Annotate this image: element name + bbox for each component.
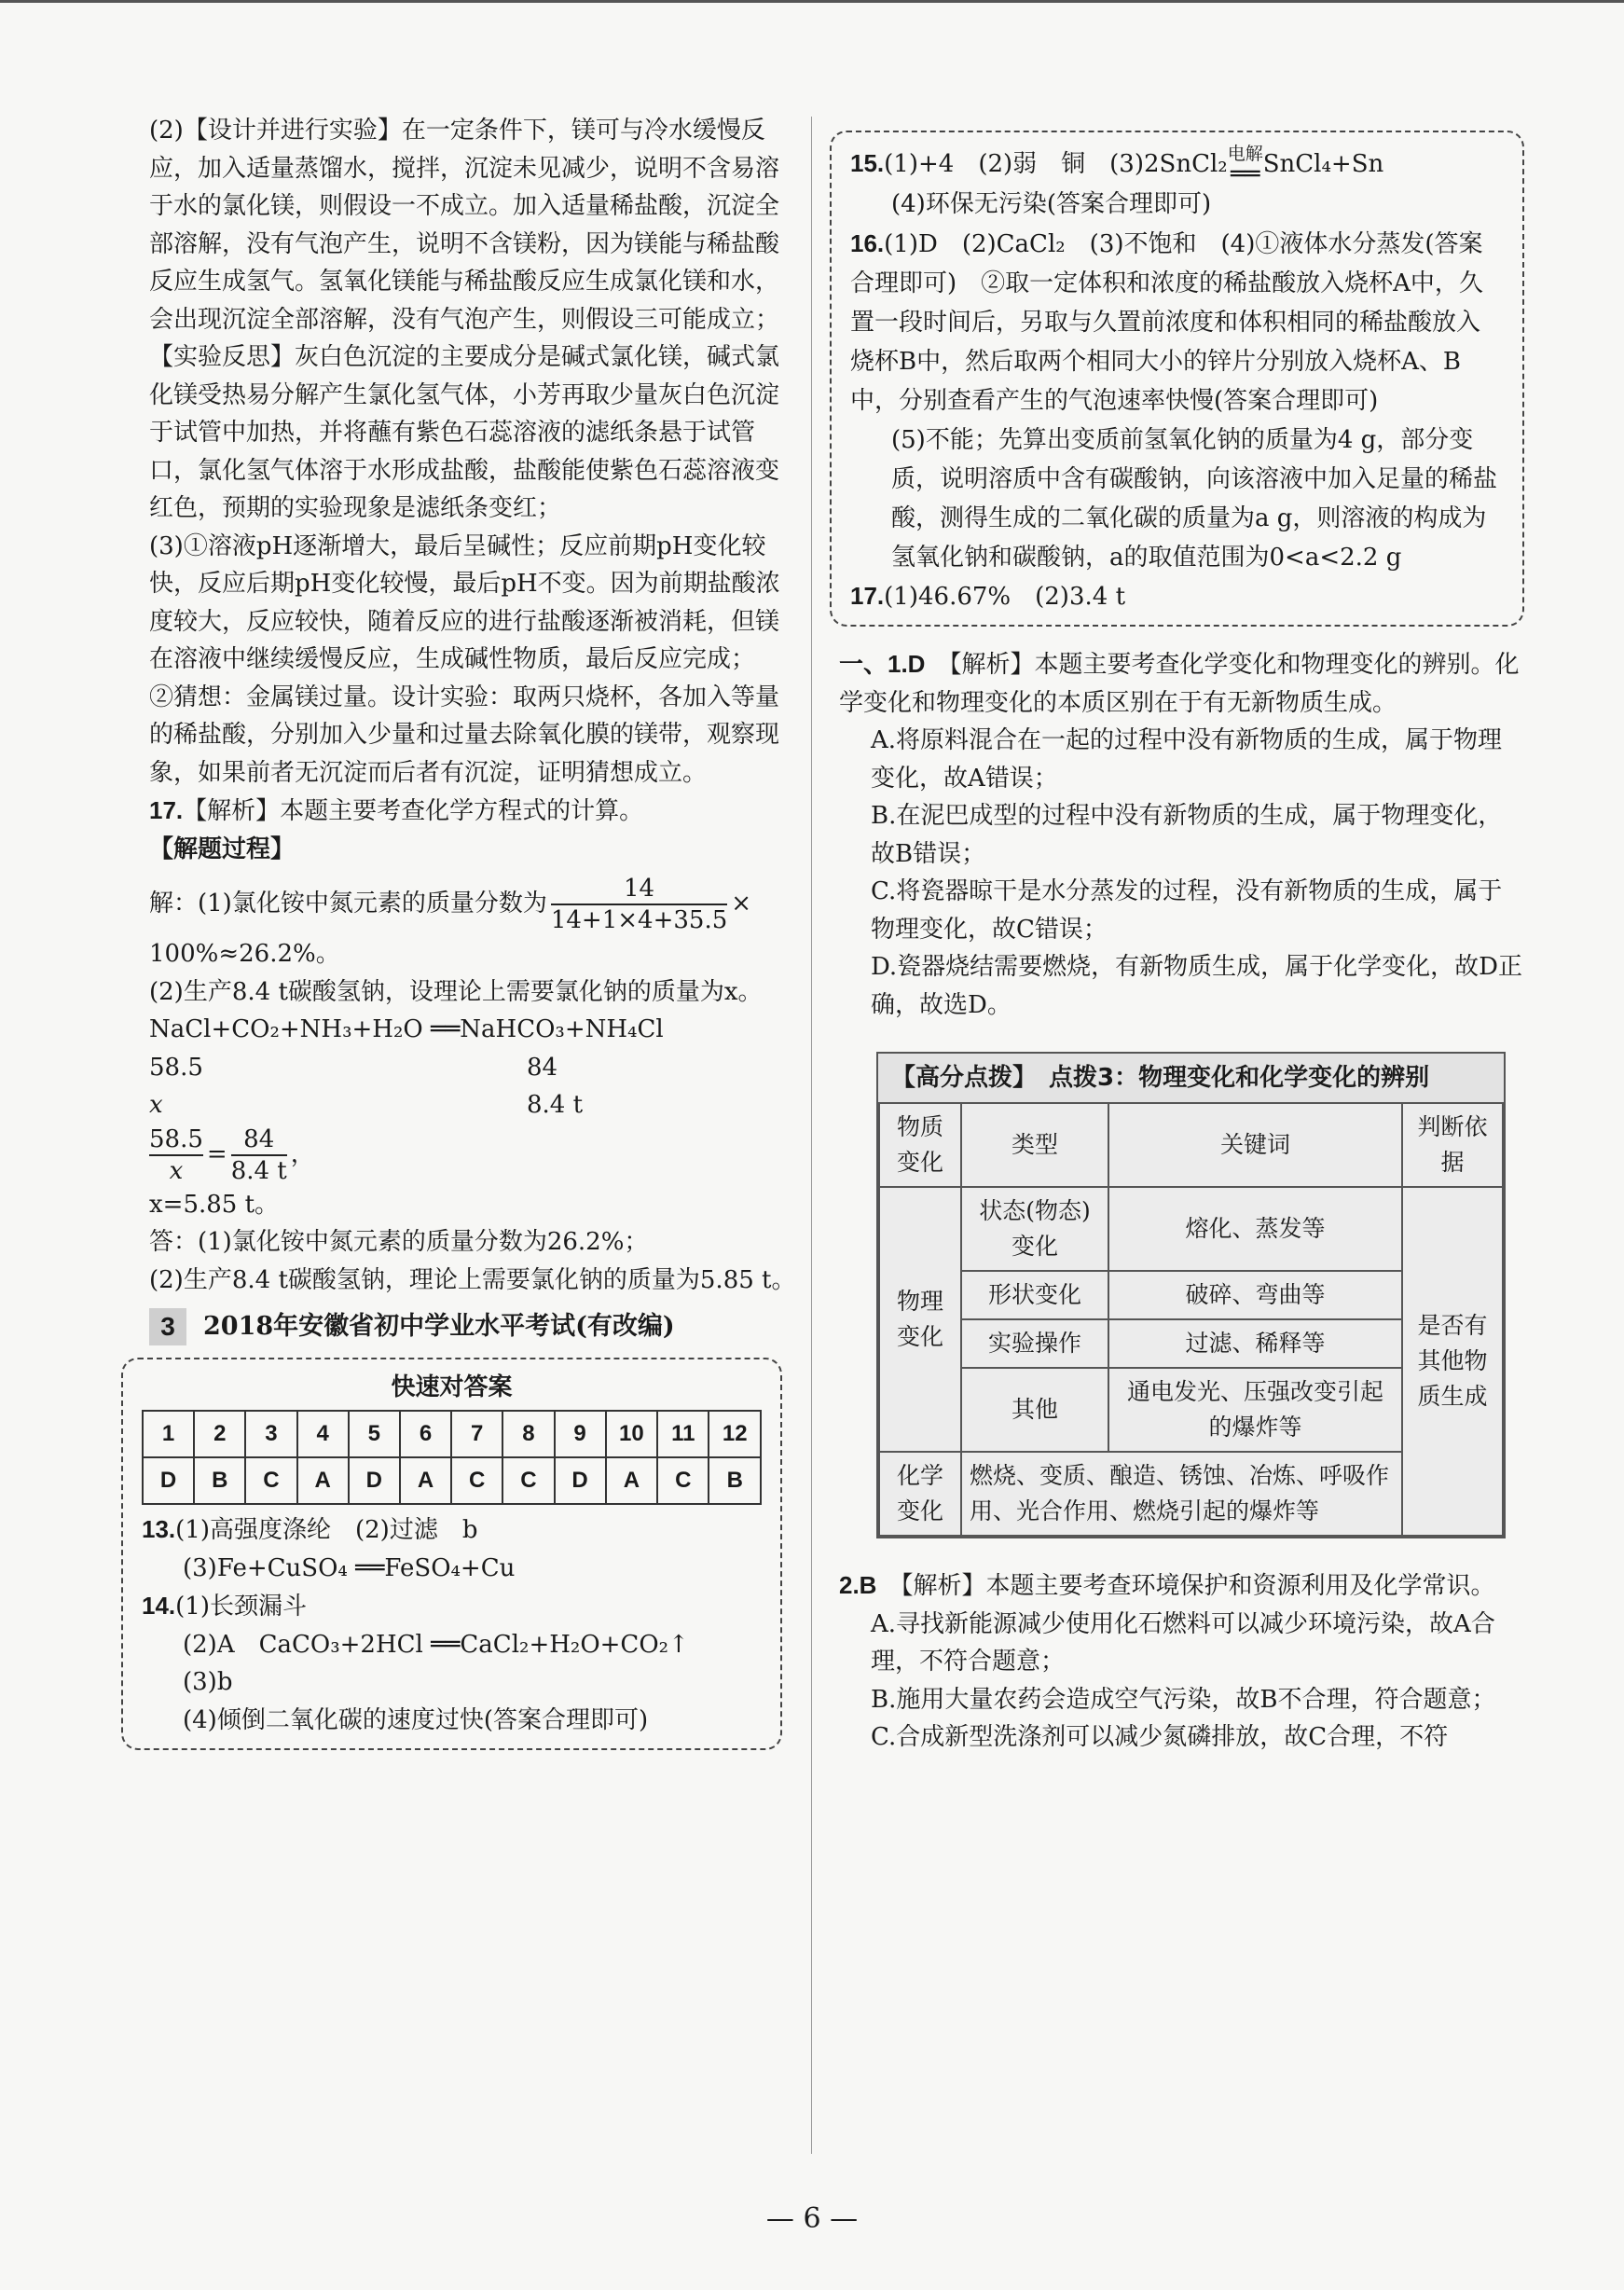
- quick-answer-title: 快速对答案: [391, 1373, 513, 1401]
- section-number: 3: [149, 1308, 186, 1345]
- solution-line-1b: 100%≈26.2%。: [149, 940, 340, 968]
- top-border: [0, 0, 1624, 3]
- answer-cell: C: [451, 1457, 502, 1504]
- q17-right: 17.(1)46.67% (2)3.4 t: [850, 581, 1126, 611]
- q14-4: (4)倾倒二氧化碳的速度过快(答案合理即可): [183, 1705, 649, 1734]
- question-number-cell: 10: [606, 1411, 657, 1457]
- question-number-cell: 7: [451, 1411, 502, 1457]
- question-number-cell: 1: [143, 1411, 194, 1457]
- answer-cell: C: [657, 1457, 709, 1504]
- x-value: x=5.85 t。: [149, 1190, 280, 1219]
- answers-box: [830, 131, 1524, 627]
- question-number-cell: 8: [502, 1411, 554, 1457]
- paragraph-reflection: 【实验反思】灰白色沉淀的主要成分是碱式氯化镁，碱式氯化镁受热易分解产生氯化氢气体，小芳再取少量灰白色沉淀于试管中加热，并将蘸有紫色石蕊溶液的滤纸条悬于试管口，氯化氢气体溶于水形成盐酸，盐酸能使紫色石蕊溶液变红色，预期的实验现象是滤纸条变红；: [149, 343, 780, 522]
- question-number-cell: 4: [297, 1411, 349, 1457]
- s1-B: B.在泥巴成型的过程中没有新物质的生成，属于物理变化，故B错误；: [871, 802, 1503, 868]
- left-column: [142, 112, 802, 1750]
- s1-A: A.将原料混合在一起的过程中没有新物质的生成，属于物理变化，故A错误；: [871, 726, 1503, 793]
- answer-1: 答：(1)氯化铵中氮元素的质量分数为26.2%；: [149, 1228, 649, 1256]
- answer-cell: D: [143, 1457, 194, 1504]
- s2-A: A.寻找新能源减少使用化石燃料可以减少环境污染，故A合理，不符合题意；: [871, 1609, 1495, 1676]
- q13-eq: (3)Fe+CuSO₄ ══FeSO₄+Cu: [183, 1553, 516, 1582]
- q15-4: (4)环保无污染(答案合理即可): [891, 190, 1212, 218]
- solution-line-2: (2)生产8.4 t碳酸氢钠，设理论上需要氯化钠的质量为x。: [149, 977, 763, 1006]
- tip-box: [876, 1052, 1506, 1538]
- question-number-cell: 2: [194, 1411, 245, 1457]
- answer-cell: A: [400, 1457, 451, 1504]
- section-header: [149, 1308, 802, 1346]
- solution-line-1: 解：(1)氯化铵中氮元素的质量分数为 $\frac{14}{14+1\times 4+35.5}$ ×: [149, 875, 752, 934]
- question-number-cell: 12: [709, 1411, 761, 1457]
- tip-title: 【高分点拨】 点拨3：物理变化和化学变化的辨别: [891, 1064, 1430, 1092]
- q16: 16.(1)D (2)CaCl₂ (3)不饱和 (4)①液体水分蒸发(答案合理即可) ②取一定体积和浓度的稀盐酸放入烧杯A中，久置一段时间后，另取与久置前浓度和体积相同的稀盐酸放入烧杯B中，然后取两个相同大小的锌片分别放入烧杯A、B中，分别查看产生的气泡速率快慢(答案合理即可): [850, 228, 1483, 415]
- question-number-cell: 9: [555, 1411, 606, 1457]
- q17-number: 17.: [149, 796, 184, 824]
- mass-row-2: x 8.4 t: [149, 1091, 584, 1119]
- chemical-equation: NaCl+CO₂+NH₃+H₂O ══NaHCO₃+NH₄Cl: [149, 1015, 664, 1043]
- electrolysis-arrow: 电解 ══: [1227, 144, 1263, 188]
- paragraph-ph: (3)①溶液pH逐渐增大，最后呈碱性；反应前期pH变化较快，反应后期pH变化较慢，最后pH不变。因为前期盐酸浓度较大，反应较快，随着反应的进行盐酸逐渐被消耗，但镁在溶液中继续缓慢反应，生成碱性物质，最后反应完成；: [149, 531, 780, 673]
- question-number-row: [143, 1411, 761, 1457]
- answer-cell: D: [349, 1457, 400, 1504]
- answer-cell: C: [245, 1457, 296, 1504]
- column-divider: [811, 117, 812, 2154]
- ratio-equation: $\frac{58.5}{x}$ = $\frac{84}{8.4 t}$ ，: [149, 1124, 315, 1185]
- q15: 15.(1)+4 (2)弱 铜 (3)2SnCl₂ 电解 ══ SnCl₄+Sn: [850, 144, 1384, 188]
- answer-cell: B: [194, 1457, 245, 1504]
- answer-row: [143, 1457, 761, 1504]
- quick-answer-box: [121, 1358, 782, 1751]
- s2-B: B.施用大量农药会造成空气污染，故B不合理，符合题意；: [871, 1685, 1496, 1714]
- q17-heading: [149, 792, 802, 831]
- answer-cell: B: [709, 1457, 761, 1504]
- s2-C: C.合成新型洗涤剂可以减少氮磷排放，故C合理，不符: [871, 1723, 1449, 1751]
- answer-2: (2)生产8.4 t碳酸氢钠，理论上需要氯化钠的质量为5.85 t。: [149, 1265, 796, 1294]
- paragraph-guess: ②猜想：金属镁过量。设计实验：取两只烧杯，各加入等量的稀盐酸，分别加入少量和过量去除氧化膜的镁带，观察现象，如果前者无沉淀而后者有沉淀，证明猜想成立。: [149, 683, 780, 787]
- question-number-cell: 5: [349, 1411, 400, 1457]
- quick-answer-table: [142, 1410, 762, 1505]
- answer-cell: C: [502, 1457, 554, 1504]
- answer-cell: D: [555, 1457, 606, 1504]
- s2: 2.B 【解析】本题主要考查环境保护和资源利用及化学常识。: [839, 1571, 1495, 1600]
- q13: 13.(1)高强度涤纶 (2)过滤 b: [142, 1515, 478, 1544]
- fraction-nitrogen: $\frac{14}{14+1\times 4+35.5}$: [550, 875, 728, 934]
- section-title: 2018年安徽省初中学业水平考试(有改编): [203, 1312, 675, 1341]
- question-number-cell: 3: [245, 1411, 296, 1457]
- q17-process-label: 【解题过程】: [149, 835, 296, 863]
- page-number: — 6 —: [765, 2202, 859, 2235]
- s1-C: C.将瓷器晾干是水分蒸发的过程，没有新物质的生成，属于物理变化，故C错误；: [871, 877, 1503, 944]
- right-column: [839, 131, 1524, 1757]
- s1-D: D.瓷器烧结需要燃烧，有新物质生成，属于化学变化，故D正确，故选D。: [871, 953, 1523, 1019]
- q16-5: (5)不能；先算出变质前氢氧化钠的质量为4 g，部分变质，说明溶质中含有碳酸钠，向该溶液中加入足量的稀盐酸，测得生成的二氧化碳的质量为a g，则溶液的构成为氢氧化钠和碳酸钠，a的取值范围为0<a<2.2 g: [891, 425, 1498, 572]
- question-number-cell: 11: [657, 1411, 709, 1457]
- paragraph-experiment: (2)【设计并进行实验】在一定条件下，镁可与冷水缓慢反应，加入适量蒸馏水，搅拌，沉淀未见减少，说明不含易溶于水的氯化镁，则假设一不成立。加入适量稀盐酸，沉淀全部溶解，没有气泡产生，说明不含镁粉，因为镁能与稀盐酸反应生成氢气。氢氧化镁能与稀盐酸反应生成氯化镁和水，会出现沉淀全部溶解，没有气泡产生，则假设三可能成立；: [149, 117, 780, 334]
- question-number-cell: 6: [400, 1411, 451, 1457]
- answer-cell: A: [606, 1457, 657, 1504]
- s1: 一、1.D 【解析】本题主要考查化学变化和物理变化的辨别。化学变化和物理变化的本质区别在于有无新物质生成。: [839, 650, 1520, 717]
- q17-analysis: 【解析】本题主要考查化学方程式的计算。: [183, 797, 644, 825]
- q14-2: (2)A CaCO₃+2HCl ══CaCl₂+H₂O+CO₂↑: [183, 1630, 689, 1659]
- answer-cell: A: [297, 1457, 349, 1504]
- q14-3: (3)b: [183, 1668, 233, 1696]
- mass-row-1: 58.5 84: [149, 1053, 558, 1082]
- tip-table: 物质变化 类型 关键词 判断依据 物理变化 状态(物态)变化 熔化、蒸发等 是否有其他物质生成 形状变化 破碎、弯曲等 实验操作 过滤、稀释等 其他 通电发光、压强改变引起的爆炸等 化学变化 燃烧、变质、酿造、锈蚀、冶炼、呼吸作用、光合作用、燃烧引起的爆炸等: [878, 1102, 1504, 1537]
- q14: 14.(1)长颈漏斗: [142, 1592, 307, 1621]
